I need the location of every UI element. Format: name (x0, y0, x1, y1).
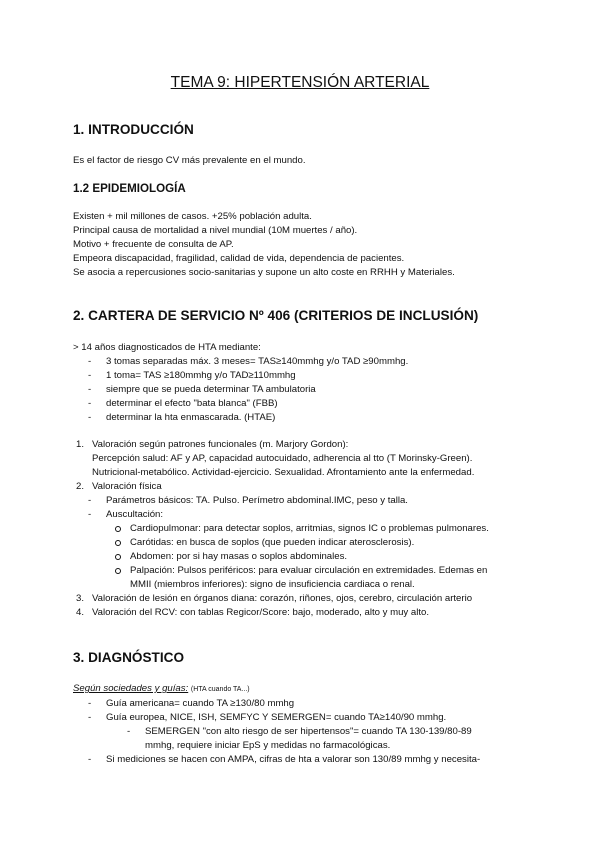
assessment-item-label: Valoración de lesión en órganos diana: corazón, riñones, ojos, cerebro, circulación arterio (92, 593, 473, 604)
inclusion-item: determinar la hta enmascarada. (HTAE) (106, 412, 276, 423)
palpation-item: MMII (miembros inferiores): signo de insuficiencia cardiaca o renal. (130, 579, 415, 590)
guideline-subitem: SEMERGEN "con alto riesgo de ser hipertensos"= cuando TA 130-139/80-89 (145, 726, 472, 737)
inclusion-item: determinar el efecto "bata blanca" (FBB) (106, 398, 278, 409)
assessment-item-label: Valoración según patrones funcionales (m. Marjory Gordon): (92, 439, 349, 450)
guidelines-subheading (73, 683, 250, 695)
assessment-item-label: Valoración física (92, 481, 162, 492)
inclusion-item: 1 toma= TAS ≥180mmhg y/o TAD≥110mmhg (106, 370, 296, 381)
section-1-heading: 1. INTRODUCCIÓN (73, 122, 194, 137)
guideline-subitem: mmhg, requiere iniciar EpS y medidas no farmacológicas. (145, 740, 391, 751)
physical-item: Auscultación: (106, 509, 164, 520)
auscultation-item: Abdomen: por si hay masas o soplos abdominales. (130, 551, 348, 562)
dash-bullet: - (88, 356, 92, 367)
dash-bullet: - (88, 698, 92, 709)
epidemiology-line: Se asocia a repercusiones socio-sanitarias y supone un alto coste en RRHH y Materiales. (73, 267, 455, 278)
dash-bullet: - (88, 412, 92, 423)
epidemiology-line: Empeora discapacidad, fragilidad, calidad de vida, dependencia de pacientes. (73, 253, 405, 264)
circle-bullet-icon (115, 554, 121, 560)
dash-bullet: - (88, 398, 92, 409)
assessment-item-text: Percepción salud: AF y AP, capacidad autocuidado, adherencia al tto (T Morinsky-Green). (92, 453, 473, 464)
epidemiology-line: Existen + mil millones de casos. +25% población adulta. (73, 211, 312, 222)
guideline-item: Si mediciones se hacen con AMPA, cifras de hta a valorar son 130/89 mmhg y necesita- (106, 754, 481, 765)
list-number: 3. (76, 593, 85, 604)
dash-bullet: - (88, 509, 92, 520)
dash-bullet: - (88, 370, 92, 381)
section-1-text: Es el factor de riesgo CV más prevalente en el mundo. (73, 155, 306, 166)
auscultation-item: Carótidas: en busca de soplos (que pueden indicar aterosclerosis). (130, 537, 415, 548)
dash-bullet: - (88, 712, 92, 723)
page-title: TEMA 9: HIPERTENSIÓN ARTERIAL (170, 74, 430, 91)
section-2-heading: 2. CARTERA DE SERVICIO Nº 406 (CRITERIOS DE INCLUSIÓN) (73, 308, 479, 323)
guidelines-label: Según sociedades y guías: (73, 683, 189, 694)
list-number: 4. (76, 607, 85, 618)
list-number: 1. (76, 439, 85, 450)
dash-bullet: - (127, 726, 131, 737)
auscultation-item: Cardiopulmonar: para detectar soplos, arritmias, signos IC o problemas pulmonares. (130, 523, 489, 534)
inclusion-intro: > 14 años diagnosticados de HTA mediante: (73, 342, 261, 353)
inclusion-item: siempre que se pueda determinar TA ambulatoria (106, 384, 316, 395)
circle-bullet-icon (115, 526, 121, 532)
inclusion-item: 3 tomas separadas máx. 3 meses= TAS≥140mmhg y/o TAD ≥90mmhg. (106, 356, 409, 367)
assessment-item-label: Valoración del RCV: con tablas Regicor/Score: bajo, moderado, alto y muy alto. (92, 607, 430, 618)
guideline-item: Guía europea, NICE, ISH, SEMFYC Y SEMERGEN= cuando TA≥140/90 mmhg. (106, 712, 447, 723)
dash-bullet: - (88, 754, 92, 765)
epidemiology-line: Principal causa de mortalidad a nivel mundial (10M muertes / año). (73, 225, 358, 236)
dash-bullet: - (88, 384, 92, 395)
assessment-item-text: Nutricional-metabólico. Actividad-ejercicio. Sexualidad. Afrontamiento ante la enfermedad. (92, 467, 475, 478)
dash-bullet: - (88, 495, 92, 506)
section-1-2-heading: 1.2 EPIDEMIOLOGÍA (73, 182, 186, 195)
guideline-item: Guía americana= cuando TA ≥130/80 mmhg (106, 698, 295, 709)
circle-bullet-icon (115, 540, 121, 546)
list-number: 2. (76, 481, 85, 492)
circle-bullet-icon (115, 568, 121, 574)
palpation-item: Palpación: Pulsos periféricos: para evaluar circulación en extremidades. Edemas en (130, 565, 488, 576)
section-3-heading: 3. DIAGNÓSTICO (73, 650, 185, 665)
epidemiology-line: Motivo + frecuente de consulta de AP. (73, 239, 234, 250)
guidelines-note: (HTA cuando TA...) (190, 686, 250, 693)
physical-item: Parámetros básicos: TA. Pulso. Perímetro abdominal.IMC, peso y talla. (106, 495, 408, 506)
